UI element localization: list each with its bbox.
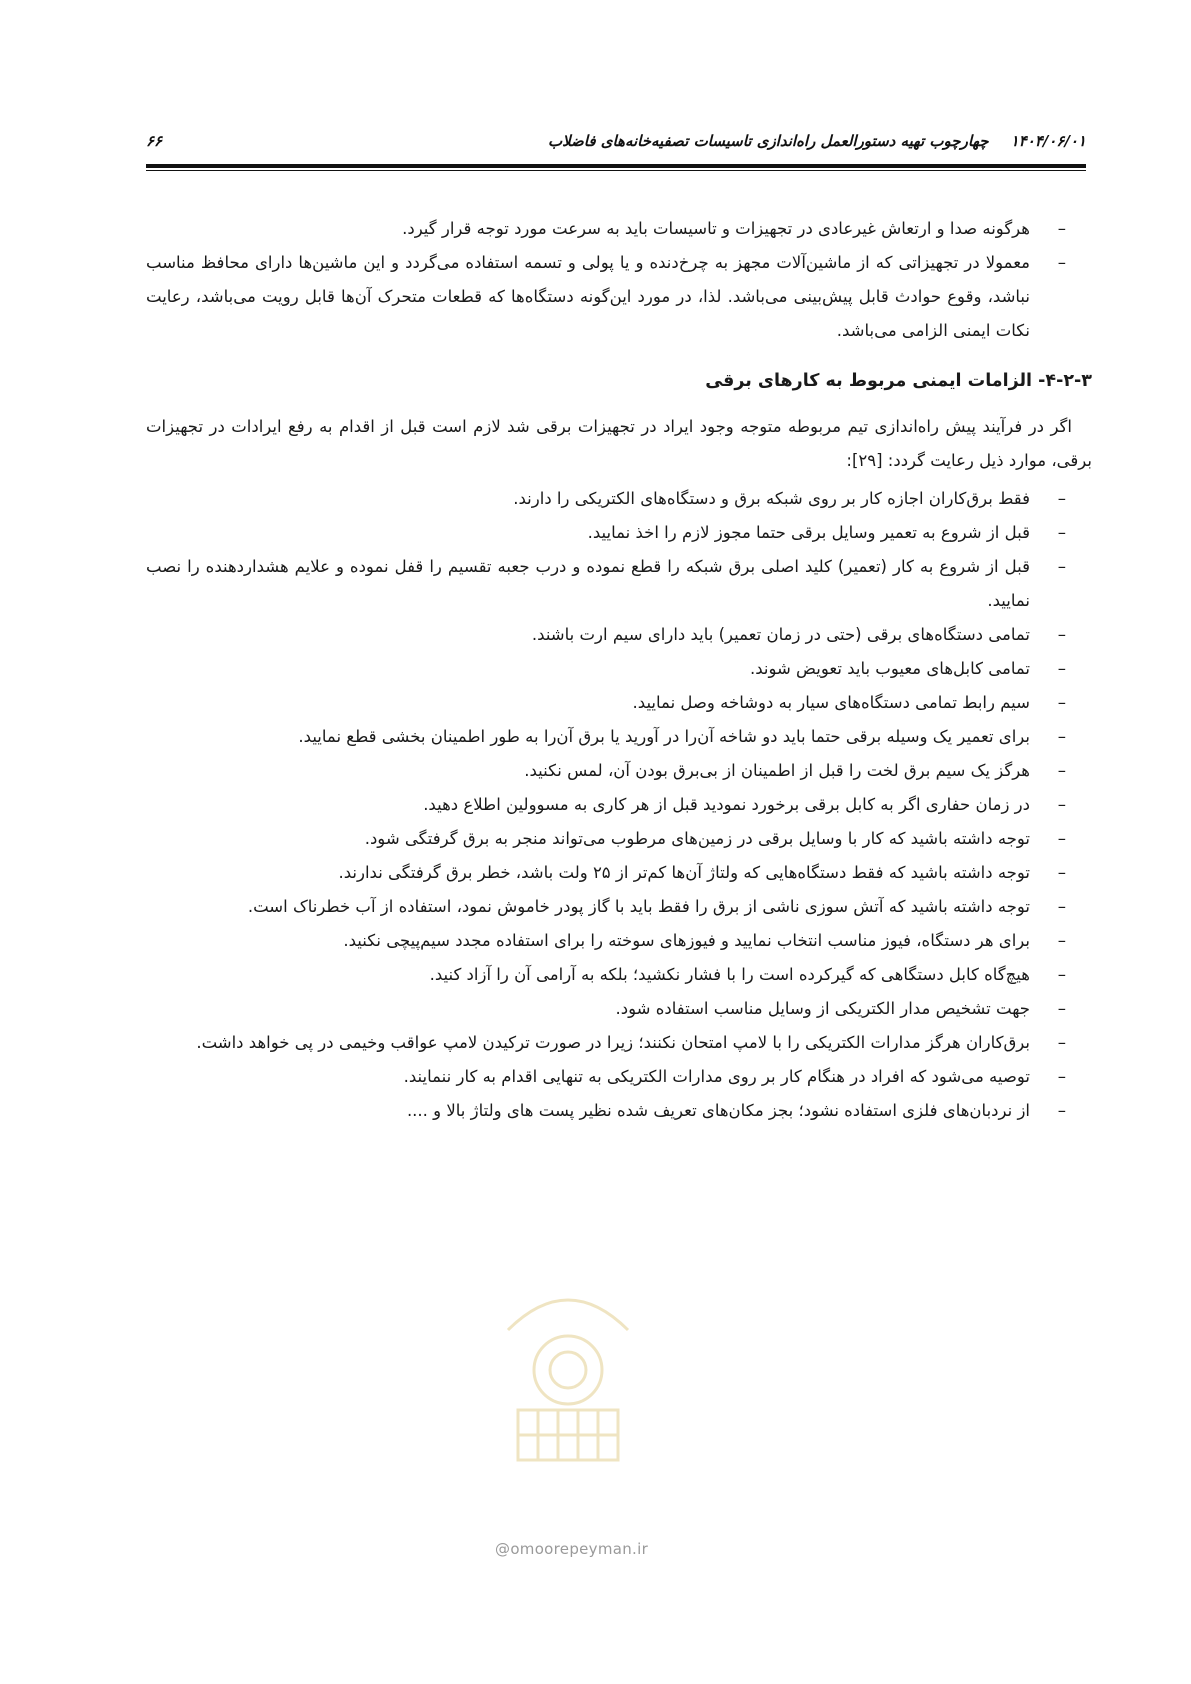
section-heading: ۴-۲-۳- الزامات ایمنی مربوط به کارهای برقی <box>705 371 1092 391</box>
list-item <box>146 246 1092 348</box>
list-item-text: هرگز یک سیم برق لخت را قبل از اطمینان از بی‌برق بودن آن، لمس نکنید. <box>524 761 1030 780</box>
list-item <box>146 992 1092 1026</box>
list-dash-marker: – <box>1057 965 1066 984</box>
list-item-text: توصیه می‌شود که افراد در هنگام کار بر روی مدارات الکتریکی به تنهایی اقدام به کار ننمایند. <box>403 1067 1030 1086</box>
list-dash-marker: – <box>1057 693 1066 712</box>
list-item <box>146 924 1092 958</box>
header-date: ۱۴۰۴/۰۶/۰۱ <box>1010 132 1086 150</box>
list-item-text: قبل از شروع به کار (تعمیر) کلید اصلی برق شبکه را قطع نموده و درب جعبه تقسیم را قفل نموده و علایم هشداردهنده را نصب نمایید. <box>146 557 1030 610</box>
list-dash-marker: – <box>1057 761 1066 780</box>
list-item <box>146 822 1092 856</box>
list-item-text: برق‌کاران هرگز مدارات الکتریکی را با لامپ امتحان نکنند؛ زیرا در صورت ترکیدن لامپ عواقب وخیمی در پی خواهد داشت. <box>196 1033 1030 1052</box>
list-item <box>146 754 1092 788</box>
list-dash-marker: – <box>1057 253 1066 272</box>
list-item-text: جهت تشخیص مدار الکتریکی از وسایل مناسب استفاده شود. <box>615 999 1030 1018</box>
list-item-text: توجه داشته باشید که آتش سوزی ناشی از برق را فقط باید با گاز پودر خاموش نمود، استفاده از آب خطرناک است. <box>247 897 1030 916</box>
list-item-text: هیچ‌گاه کابل دستگاهی که گیرکرده است را با فشار نکشید؛ بلکه به آرامی آن را آزاد کنید. <box>429 965 1030 984</box>
list-dash-marker: – <box>1057 999 1066 1018</box>
list-item-text: توجه داشته باشید که کار با وسایل برقی در زمین‌های مرطوب می‌تواند منجر به برق گرفتگی شود. <box>364 829 1030 848</box>
site-watermark-text: omoorepeyman.ir <box>510 1540 649 1558</box>
list-dash-marker: – <box>1057 1067 1066 1086</box>
list-item <box>146 788 1092 822</box>
list-item <box>146 482 1092 516</box>
header-title-group <box>548 132 1086 150</box>
list-dash-marker: – <box>1057 1033 1066 1052</box>
list-dash-marker: – <box>1057 659 1066 678</box>
at-sign-icon: @ <box>495 1540 511 1558</box>
list-item-text: برای تعمیر یک وسیله برقی حتما باید دو شاخه آن‌را در آورید یا برق آن‌را به طور اطمینان بخشی قطع نمایید. <box>298 727 1030 746</box>
list-item <box>146 856 1092 890</box>
publisher-seal-watermark <box>478 1260 658 1480</box>
list-item-text: توجه داشته باشید که فقط دستگاه‌هایی که ولتاژ آن‌ها کم‌تر از ۲۵ ولت باشد، خطر برق گرفتگی ندارند. <box>338 863 1030 882</box>
list-item <box>146 212 1092 246</box>
header-rule-thin <box>146 170 1086 171</box>
list-dash-marker: – <box>1057 727 1066 746</box>
list-dash-marker: – <box>1057 219 1066 238</box>
list-dash-marker: – <box>1057 897 1066 916</box>
list-item-text: برای هر دستگاه، فیوز مناسب انتخاب نمایید و فیوزهای سوخته را برای استفاده مجدد سیم‌پیچی نکنید. <box>343 931 1030 950</box>
list-item-text: تمامی کابل‌های معیوب باید تعویض شوند. <box>749 659 1030 678</box>
list-item <box>146 720 1092 754</box>
list-dash-marker: – <box>1057 795 1066 814</box>
list-dash-marker: – <box>1057 557 1066 576</box>
list-item <box>146 652 1092 686</box>
list-dash-marker: – <box>1057 625 1066 644</box>
page-number: ۶۶ <box>146 132 163 150</box>
list-item <box>146 1060 1092 1094</box>
running-header <box>146 124 1086 158</box>
body-text <box>146 212 1092 1128</box>
list-item-text: هرگونه صدا و ارتعاش غیرعادی در تجهیزات و تاسیسات باید به سرعت مورد توجه قرار گیرد. <box>402 219 1030 238</box>
list-item <box>146 550 1092 618</box>
list-item <box>146 516 1092 550</box>
list-dash-marker: – <box>1057 931 1066 950</box>
list-dash-marker: – <box>1057 1101 1066 1120</box>
list-item <box>146 958 1092 992</box>
header-title: چهارچوب تهیه دستورالعمل راه‌اندازی تاسیسات تصفیه‌خانه‌های فاضلاب <box>547 132 989 150</box>
section-intro-paragraph: اگر در فرآیند پیش راه‌اندازی تیم مربوطه متوجه وجود ایراد در تجهیزات برقی شد لازم است قبل از اقدام به رفع ایرادات در تجهیزات برقی، موارد ذیل رعایت گردد: [۲۹]: <box>146 417 1092 470</box>
list-dash-marker: – <box>1057 829 1066 848</box>
requirements-list <box>146 482 1092 1128</box>
list-item <box>146 1026 1092 1060</box>
list-item <box>146 686 1092 720</box>
list-item-text: قبل از شروع به تعمیر وسایل برقی حتما مجوز لازم را اخذ نمایید. <box>587 523 1030 542</box>
list-item-text: فقط برق‌کاران اجازه کار بر روی شبکه برق و دستگاه‌های الکتریکی را دارند. <box>513 489 1030 508</box>
list-item-text: در زمان حفاری اگر به کابل برقی برخورد نمودید قبل از هر کاری به مسوولین اطلاع دهید. <box>423 795 1030 814</box>
list-item <box>146 618 1092 652</box>
list-item-text: سیم رابط تمامی دستگاه‌های سیار به دوشاخه وصل نمایید. <box>632 693 1030 712</box>
list-item-text: معمولا در تجهیزاتی که از ماشین‌آلات مجهز به چرخ‌دنده و یا پولی و تسمه استفاده می‌گردد و این ماشین‌ها دارای محافظ مناسب نباشد، وقوع حوادث قابل پیش‌بینی می‌باشد. لذا، در مورد این‌گونه دستگاه‌ها که قطعات متحرک آن‌ها قابل رویت می‌باشد، رعایت نکات ایمنی الزامی می‌باشد. <box>146 253 1030 340</box>
header-rule-thick <box>146 164 1086 168</box>
list-item-text: تمامی دستگاه‌های برقی (حتی در زمان تعمیر) باید دارای سیم ارت باشند. <box>531 625 1030 644</box>
list-dash-marker: – <box>1057 863 1066 882</box>
list-item <box>146 1094 1092 1128</box>
list-dash-marker: – <box>1057 523 1066 542</box>
intro-list <box>146 212 1092 348</box>
list-dash-marker: – <box>1057 489 1066 508</box>
site-watermark <box>495 1540 648 1558</box>
list-item-text: از نردبان‌های فلزی استفاده نشود؛ بجز مکان‌های تعریف شده نظیر پست های ولتاژ بالا و .... <box>406 1101 1030 1120</box>
list-item <box>146 890 1092 924</box>
